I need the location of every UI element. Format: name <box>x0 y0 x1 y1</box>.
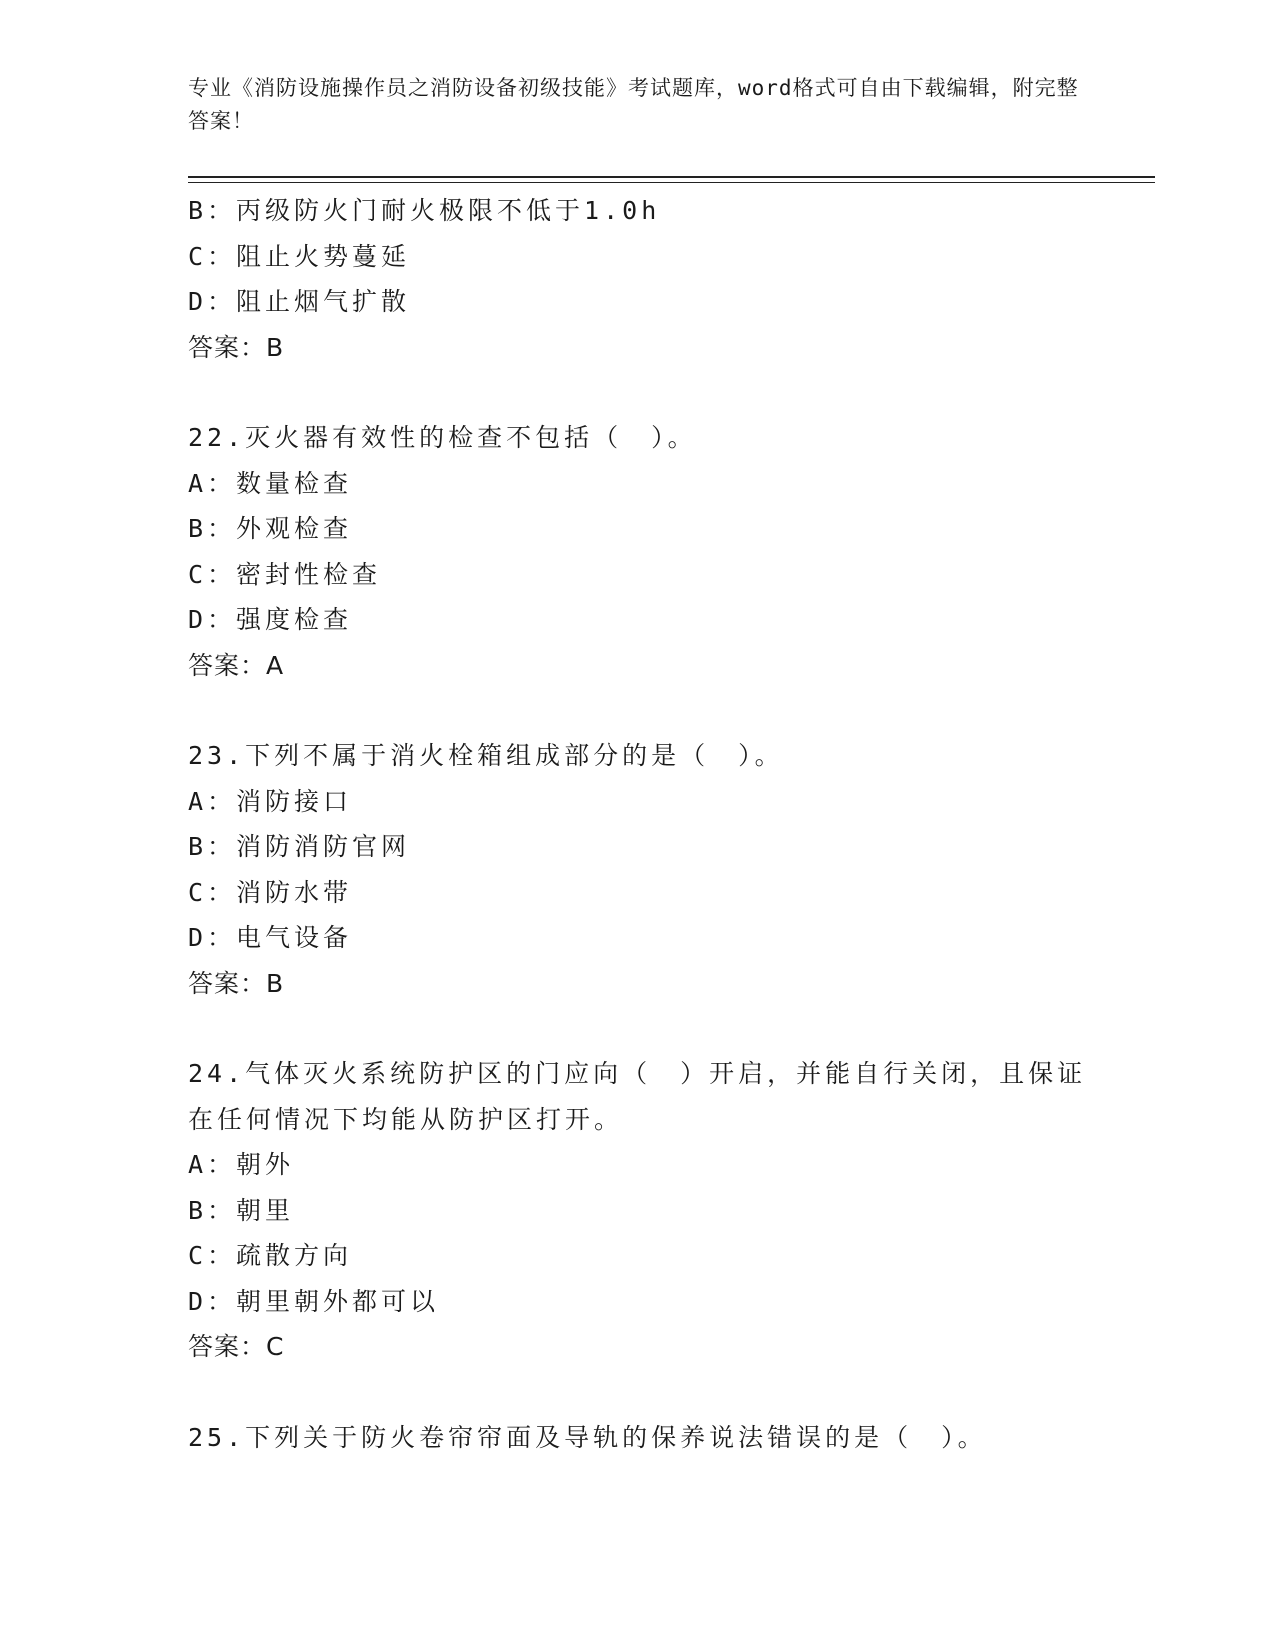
question-stem: 22.灭火器有效性的检查不包括（ ）。 <box>188 423 697 452</box>
spacer <box>188 1370 1088 1415</box>
document-header <box>188 72 1088 138</box>
option-b: B：丙级防火门耐火极限不低于1.0h <box>188 196 661 225</box>
question-stem-line-1: 24.气体灭火系统防护区的门应向（ ）开启，并能自行关闭，且保证 <box>188 1059 1087 1088</box>
spacer <box>188 688 1088 733</box>
question-stem: 23.下列不属于消火栓箱组成部分的是（ ）。 <box>188 741 784 770</box>
option-b: B：消防消防官网 <box>188 832 411 861</box>
answer-label: 答案：C <box>188 1332 285 1361</box>
answer-label: 答案：B <box>188 332 285 362</box>
header-divider-thin <box>188 182 1155 183</box>
option-d: D：阻止烟气扩散 <box>188 287 411 316</box>
option-c: C：阻止火势蔓延 <box>188 241 411 271</box>
option-d: D：强度检查 <box>188 605 353 634</box>
option-d: D：电气设备 <box>188 923 353 952</box>
option-b: B：外观检查 <box>188 514 353 543</box>
header-divider-thick <box>188 176 1155 178</box>
option-c: C：消防水带 <box>188 877 353 907</box>
question-list <box>188 188 1088 1460</box>
spacer <box>188 1006 1088 1051</box>
option-a: A：数量检查 <box>188 468 353 498</box>
option-d: D：朝里朝外都可以 <box>188 1286 440 1316</box>
header-text: 专业《消防设施操作员之消防设备初级技能》考试题库，word格式可自由下载编辑，附完整答案！ <box>188 76 1079 133</box>
question-stem-line-2: 在任何情况下均能从防护区打开。 <box>188 1104 624 1134</box>
answer-label: 答案：B <box>188 968 285 998</box>
option-a: A：消防接口 <box>188 786 353 816</box>
question-22 <box>188 415 1088 688</box>
spacer <box>188 370 1088 415</box>
question-stem: 25.下列关于防火卷帘帘面及导轨的保养说法错误的是（ ）。 <box>188 1422 987 1452</box>
option-a: A：朝外 <box>188 1150 295 1179</box>
option-c: C：疏散方向 <box>188 1241 353 1270</box>
answer-label: 答案：A <box>188 650 285 680</box>
option-c: C：密封性检查 <box>188 559 382 589</box>
question-25 <box>188 1415 1088 1461</box>
option-b: B：朝里 <box>188 1195 295 1225</box>
question-21-tail <box>188 188 1088 370</box>
question-23 <box>188 733 1088 1006</box>
question-24 <box>188 1051 1088 1370</box>
